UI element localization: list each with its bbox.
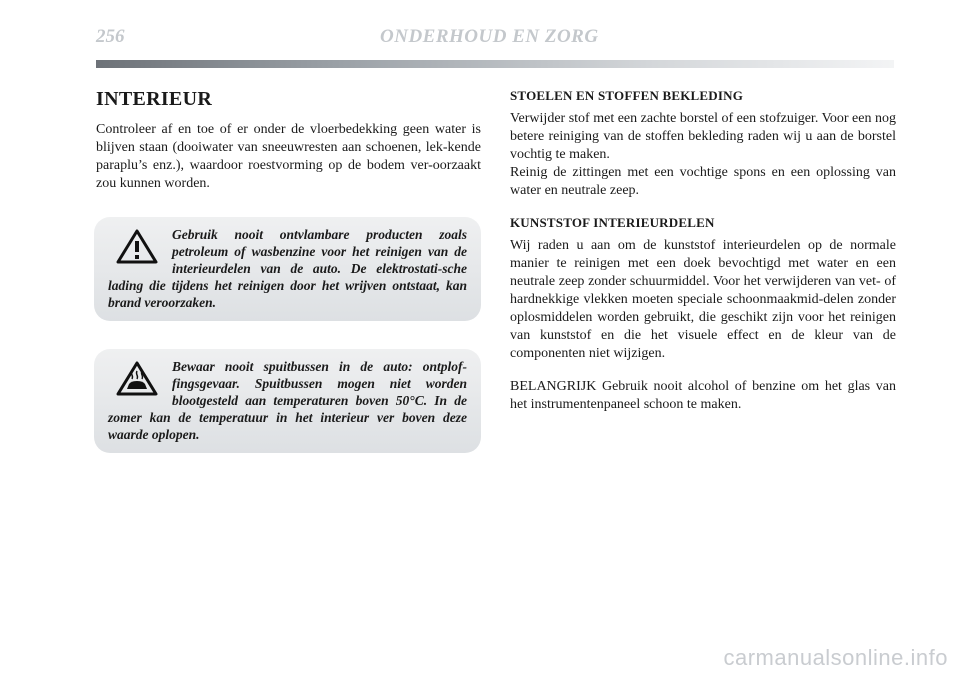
plastic-heading: KUNSTSTOF INTERIEURDELEN <box>510 215 715 230</box>
warning-text-flammable: Gebruik nooit ontvlambare producten zoals petroleum of wasbenzine voor het reinigen van de interieurdelen van de auto. De elektrostati-sche lading die tijdens het reinigen door het wrijven ontstaat, kan brand veroorzaken. <box>108 227 467 310</box>
important-note: BELANGRIJK Gebruik nooit alcohol of benzine om het glas van het instrumentenpaneel schoon te maken. <box>510 379 896 412</box>
section-title: INTERIEUR <box>96 88 213 110</box>
section-header: ONDERHOUD EN ZORG <box>380 26 599 47</box>
warning-text-spray-cans: Bewaar nooit spuitbussen in de auto: ontplof-fingsgevaar. Spuitbussen mogen niet worden blootgesteld aan temperaturen boven 50°C. In de zomer kan de temperatuur in het interieur ver boven deze waarde oplopen. <box>108 359 467 442</box>
seats-paragraph-1: Verwijder stof met een zachte borstel of een stofzuiger. Voor een nog betere reiniging van de stoffen bekleding raden wij u aan de borstel vochtig te maken. <box>510 111 896 162</box>
seats-heading: STOELEN EN STOFFEN BEKLEDING <box>510 88 744 103</box>
page-number: 256 <box>96 26 125 47</box>
warning-box-spray-cans <box>94 349 481 453</box>
warning-box-flammable <box>94 217 481 321</box>
header-divider <box>96 60 894 68</box>
left-column <box>96 88 481 453</box>
plastic-paragraph: Wij raden u aan om de kunststof interieurdelen op de normale manier te reinigen met een doek bevochtigd met water en een neutrale zeep zonder schuurmiddel. Voor het verwijderen van vet- of hardnekkige vlekken moeten speciale schoonmaakmid-delen zonder oplosmiddelen worden gebruikt, die geschikt zijn voor het reinigen van kunststof en die het visuele effect en de kleur van de componenten niet wijzigen. <box>510 238 896 361</box>
seats-paragraph-2: Reinig de zittingen met een vochtige spons en een oplossing van water en neutrale zeep. <box>510 165 896 198</box>
watermark: carmanualsonline.info <box>723 645 948 670</box>
hot-car-warning-icon <box>116 361 158 397</box>
intro-paragraph: Controleer af en toe of er onder de vloerbedekking geen water is blijven staan (dooiwater van sneeuwresten aan schoenen, lek-kende paraplu’s enz.), waardoor roestvorming op de bodem ver-oorzaakt zou kunnen worden. <box>96 122 481 191</box>
warning-triangle-icon <box>116 229 158 265</box>
right-column <box>510 88 896 414</box>
